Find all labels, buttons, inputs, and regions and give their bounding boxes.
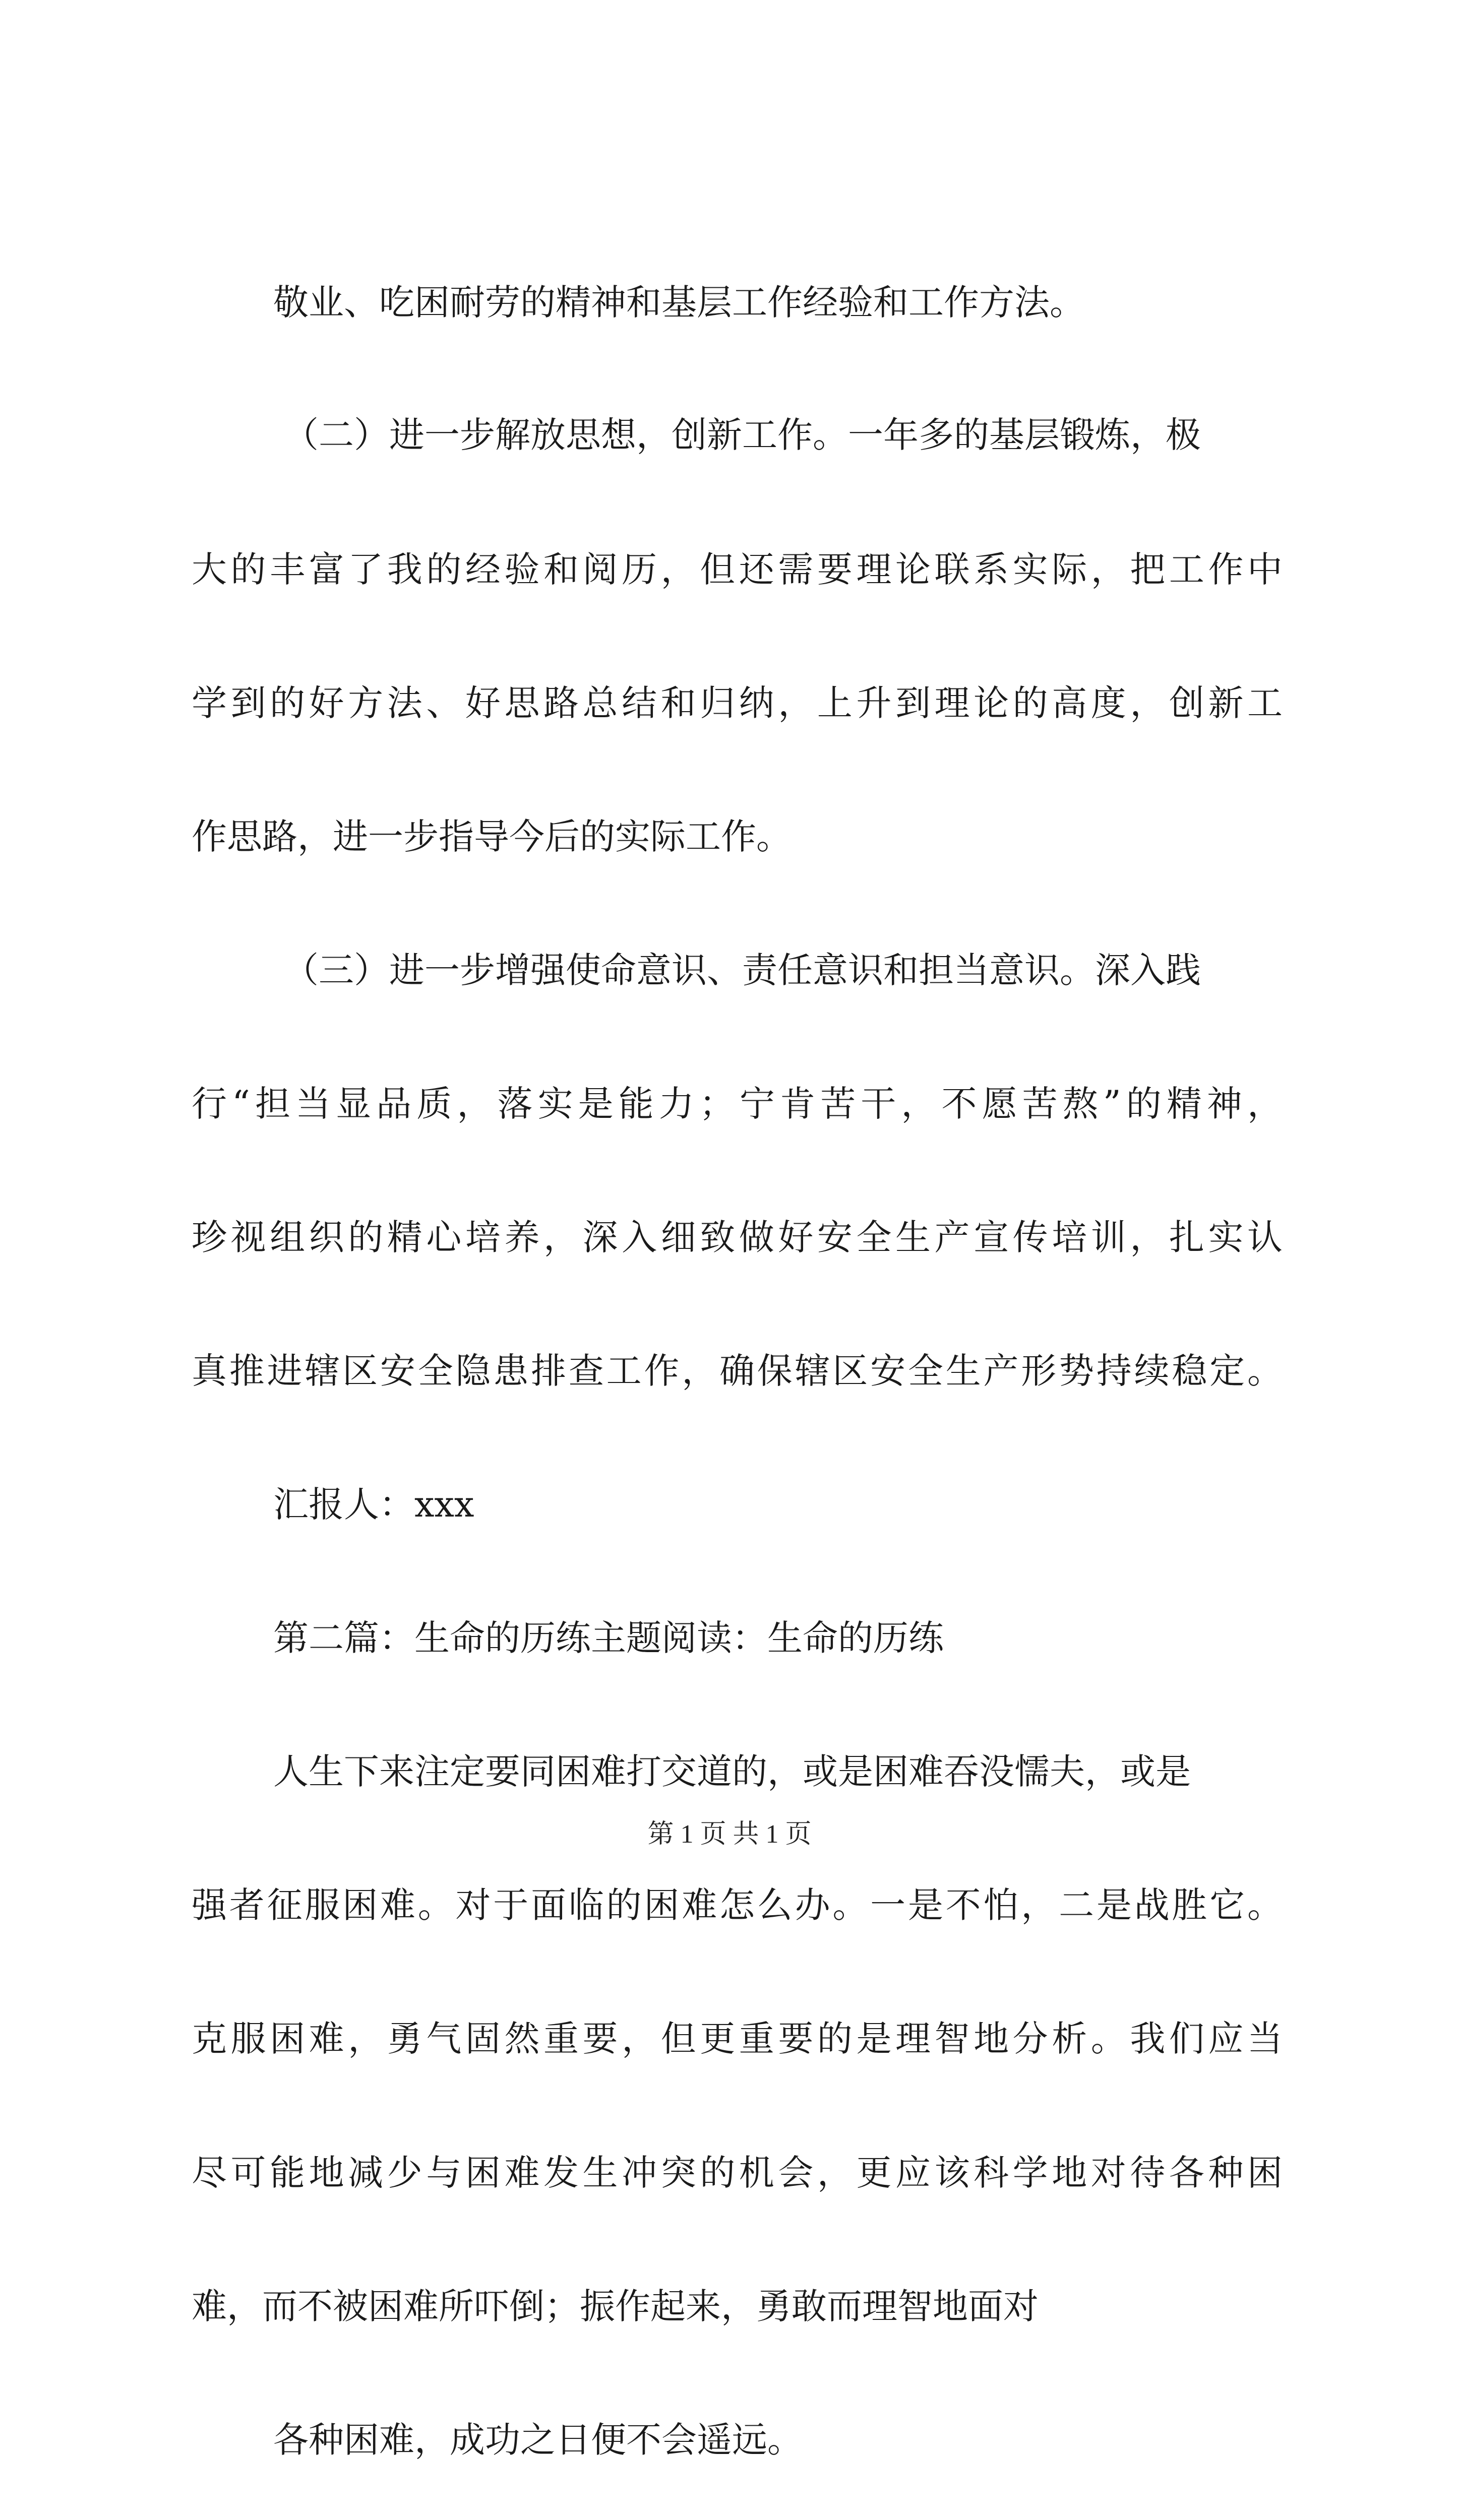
body-line: 克服困难，勇气固然重要，但更重要的是理智地分析。我们应当 — [192, 2018, 1283, 2059]
body-line: 敬业、吃困耐劳的精神和基层工作经验和工作方法。 — [273, 282, 1085, 323]
body-line: （二）进一步解放思想，创新工作。一年多的基层锻炼，极 — [283, 414, 1201, 456]
body-line: （三）进一步增强使命意识、责任意识和担当意识。深入践 — [283, 950, 1201, 991]
body-line: 真推进辖区安全隐患排查工作，确保辖区安全生产形势持续稳定。 — [192, 1350, 1283, 1392]
body-line: 作思路，进一步指导今后的实际工作。 — [192, 816, 792, 857]
body-line: 难，而不被困难所吓倒；振作起来，勇敢而理智地面对 — [192, 2286, 1039, 2327]
page-footer: 第 1 页 共 1 页 — [647, 1820, 812, 1849]
body-line: 各种困难，成功之日便不会遥远。 — [273, 2419, 803, 2461]
body-line: 人生下来注定要同困难打交道的，或是困难吞没懦夫，或是 — [273, 1751, 1191, 1792]
section-heading: 第二篇：生命的历练主题阅读：生命的历练 — [273, 1617, 944, 1659]
body-line: 行“担当显品质，落实是能力；宁肯苦干，不愿苦熬”的精神， — [192, 1083, 1283, 1124]
body-line: 学到的好方法、好思路总结和归纳，上升到理论的高度，创新工 — [192, 682, 1283, 724]
body-line: 大的丰富了我的经验和阅历，但还需要理论联系实际，把工作中 — [192, 549, 1283, 590]
body-line: 强者征服困难。对于面临的困难怎么办。一是不怕，二是战胜它。 — [192, 1884, 1283, 1926]
reporter-line: 汇报人：xxx — [273, 1484, 474, 1525]
body-line: 珍视组织的精心培养，深入细致做好安全生产宣传培训，扎实认 — [192, 1217, 1283, 1258]
body-line: 尽可能地减少与困难发生冲突的机会，更应该科学地对待各种困 — [192, 2152, 1283, 2193]
